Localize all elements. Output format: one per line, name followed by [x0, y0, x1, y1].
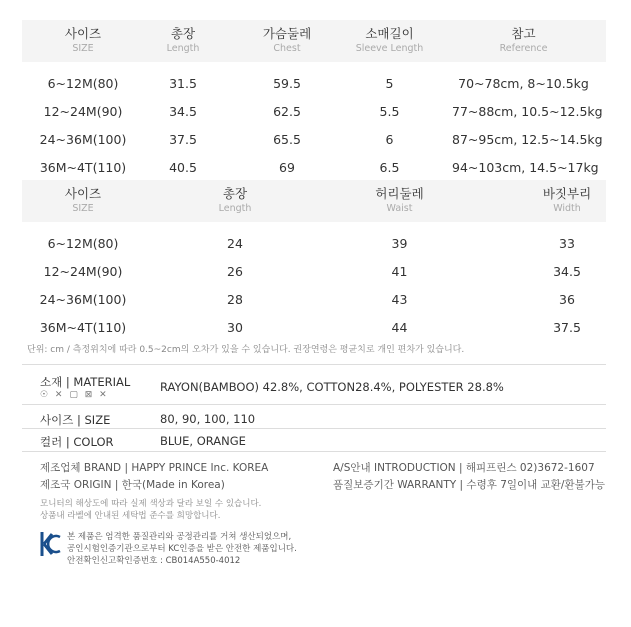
table-cell: 40.5	[169, 160, 197, 175]
kc-cert-number: 안전확인신고확인증번호 : CB014A550-4012	[67, 556, 241, 566]
table-cell: 33	[559, 236, 575, 251]
table-cell: 31.5	[169, 76, 197, 91]
table-cell: 37.5	[169, 132, 197, 147]
table-cell: 37.5	[553, 320, 581, 335]
size-value: 80, 90, 100, 110	[160, 412, 256, 426]
table-row	[22, 286, 606, 314]
table-cell: 94~103cm, 14.5~17kg	[452, 160, 599, 175]
header-width: 바짓부리 Width	[542, 186, 592, 214]
table-cell: 44	[391, 320, 408, 335]
care-icons: ☉ ✕ ▢ ⊠ ✕	[40, 390, 109, 400]
table-cell: 12~24M(90)	[43, 104, 123, 119]
header-reference: 참고 Reference	[499, 26, 548, 54]
table-cell: 24	[227, 236, 243, 251]
table-header	[22, 20, 606, 62]
size-label: 사이즈 | SIZE	[40, 413, 111, 427]
kc-text-1: 본 제품은 엄격한 품질관리와 공정관리를 거쳐 생산되었으며,	[67, 532, 292, 542]
table-cell: 65.5	[273, 132, 301, 147]
table-cell: 30	[227, 320, 243, 335]
divider	[22, 428, 606, 429]
table-cell: 6	[385, 132, 394, 147]
table-cell: 28	[227, 292, 243, 307]
table-cell: 5	[385, 76, 394, 91]
table-cell: 59.5	[273, 76, 301, 91]
table-cell: 43	[391, 292, 408, 307]
table-cell: 39	[391, 236, 408, 251]
divider	[22, 404, 606, 405]
color-value: BLUE, ORANGE	[160, 434, 246, 448]
table-cell: 36M~4T(110)	[39, 320, 127, 335]
table-cell: 36	[559, 292, 575, 307]
header-length: 총장 Length	[166, 26, 200, 54]
divider	[22, 451, 606, 452]
table-cell: 24~36M(100)	[39, 132, 127, 147]
table-cell: 6~12M(80)	[47, 76, 119, 91]
table-row	[22, 314, 606, 342]
table-cell: 77~88cm, 10.5~12.5kg	[452, 104, 603, 119]
warranty-info: 품질보증기간 WARRANTY | 수령후 7일이내 교환/환불가능	[333, 479, 606, 491]
table-cell: 69	[279, 160, 295, 175]
table-cell: 87~95cm, 12.5~14.5kg	[452, 132, 603, 147]
measurement-note: 단위: cm / 측정위치에 따라 0.5~2cm의 오차가 있을 수 있습니다. 권장연령은 평균치로 개인 편차가 있습니다.	[27, 345, 465, 355]
table-cell: 5.5	[379, 104, 400, 119]
header-waist: 허리둘레 Waist	[375, 186, 424, 214]
table-header	[22, 180, 606, 222]
table-cell: 12~24M(90)	[43, 264, 123, 279]
table-cell: 6~12M(80)	[47, 236, 119, 251]
origin-info: 제조국 ORIGIN | 한국(Made in Korea)	[40, 479, 225, 491]
table-cell: 70~78cm, 8~10.5kg	[458, 76, 589, 91]
table-row	[22, 126, 606, 154]
color-label: 컬러 | COLOR	[40, 435, 114, 449]
material-label: 소재 | MATERIAL	[40, 375, 131, 389]
table-cell: 36M~4T(110)	[39, 160, 127, 175]
table-row	[22, 98, 606, 126]
table-cell: 34.5	[169, 104, 197, 119]
brand-info: 제조업체 BRAND | HAPPY PRINCE Inc. KOREA	[40, 462, 269, 474]
table-row	[22, 70, 606, 98]
size-table-top	[22, 20, 606, 182]
table-row	[22, 154, 606, 182]
header-sleeve: 소매길이 Sleeve Length	[355, 26, 424, 54]
monitor-note: 모니터의 해상도에 따라 실제 색상과 달라 보일 수 있습니다.	[40, 499, 262, 509]
table-cell: 34.5	[553, 264, 581, 279]
kc-mark-icon	[40, 530, 62, 558]
as-info: A/S안내 INTRODUCTION | 해피프린스 02)3672-1607	[333, 462, 595, 474]
table-cell: 62.5	[273, 104, 301, 119]
size-table-bottom	[22, 180, 606, 342]
divider	[22, 364, 606, 365]
kc-text-2: 공인시험인증기관으로부터 KC인증을 받은 안전한 제품입니다.	[67, 544, 297, 554]
table-cell: 26	[227, 264, 243, 279]
laundry-note: 상품내 라벨에 안내된 세탁법 준수를 희망합니다.	[40, 511, 221, 521]
header-chest: 가슴둘레 Chest	[262, 26, 312, 54]
table-cell: 6.5	[379, 160, 400, 175]
table-row	[22, 258, 606, 286]
material-value: RAYON(BAMBOO) 42.8%, COTTON28.4%, POLYESTER 28.8%	[160, 380, 504, 394]
header-size: 사이즈 SIZE	[64, 26, 102, 54]
table-cell: 41	[391, 264, 408, 279]
header-length: 총장 Length	[218, 186, 252, 214]
table-cell: 24~36M(100)	[39, 292, 127, 307]
table-row	[22, 230, 606, 258]
header-size: 사이즈 SIZE	[64, 186, 102, 214]
